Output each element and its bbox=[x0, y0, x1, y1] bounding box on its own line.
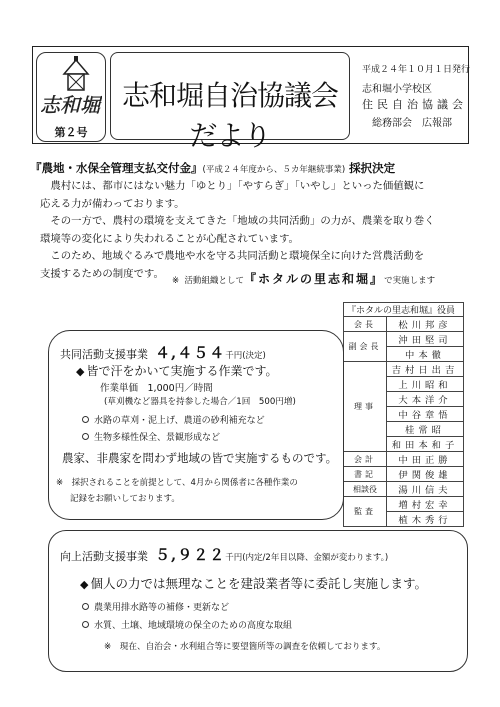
note-prefix: 活動組織として bbox=[184, 276, 245, 286]
officer-name: 植木秀行 bbox=[387, 512, 464, 527]
officer-name: 湯川信夫 bbox=[387, 482, 464, 497]
equipment-surcharge: (草刈機など器具を持参した場合／1回 500円増) bbox=[104, 397, 296, 407]
intro-line: その一方で、農村の環境を支えてきた「地域の共同活動」の力が、農業を取り巻く bbox=[50, 215, 435, 228]
diamond-bullet-icon: ◆ bbox=[76, 365, 85, 378]
officer-role: 相談役 bbox=[344, 482, 387, 497]
officer-name: 吉村日出吉 bbox=[387, 362, 464, 377]
intro-line: 農村には、都市にはない魅力「ゆとり」「やすらぎ」「いやし」といった価値観に bbox=[50, 180, 425, 192]
joint-activity-participants: 農家、非農家を問わず地域の皆で実施するものです。 bbox=[62, 451, 338, 465]
officer-name: 中谷章悟 bbox=[387, 407, 464, 422]
intro-line: 環境等の変化により失われることが心配されています。 bbox=[40, 232, 299, 245]
officer-name: 増村宏幸 bbox=[387, 497, 464, 512]
intro-line: 応える力が備わっております。 bbox=[40, 197, 185, 210]
improvement-activity-summary: ◆ 個人の力では無理なことを建設業者等に委託し実施します。 bbox=[80, 576, 427, 591]
joint-activity-unit: 千円(決定) bbox=[225, 351, 266, 361]
officer-table bbox=[343, 302, 464, 527]
improvement-activity-note: ※ 現在、自治会・水利組合等に要望箇所等の調査を依頼しております。 bbox=[104, 642, 386, 652]
organization-name: 『ホタルの里志和堀』 bbox=[244, 272, 385, 286]
improvement-activity-unit: 千円(内定/2年目以降、金額が変わります。) bbox=[225, 553, 389, 563]
note-suffix: で実施します bbox=[384, 276, 436, 286]
officer-name: 沖田堅司 bbox=[387, 332, 464, 347]
table-header: 『ホタルの里志和堀』役員 bbox=[344, 303, 464, 317]
joint-activity-note: 記録をお願いしております。 bbox=[70, 494, 180, 504]
table-row bbox=[344, 317, 464, 332]
improvement-activity-title: 向上活動支援事業 bbox=[60, 550, 148, 563]
publication-date: 平成２４年１０月１日発行 bbox=[362, 65, 471, 75]
diamond-bullet-icon: ◆ bbox=[80, 578, 89, 591]
ring-bullet-icon bbox=[82, 433, 89, 440]
table-row bbox=[344, 452, 464, 467]
table-row bbox=[344, 332, 464, 347]
list-item: 農業用排水路等の補修・更新など bbox=[82, 600, 229, 613]
joint-activity-summary: ◆ 皆で汗をかいて実施する作業です。 bbox=[76, 364, 278, 378]
table-row bbox=[344, 467, 464, 482]
officer-role: 監査 bbox=[344, 497, 387, 527]
decision-status: 採択決定 bbox=[349, 161, 396, 175]
newsletter-title: 志和堀自治協議会だより bbox=[121, 79, 338, 152]
table-row bbox=[344, 482, 464, 497]
organization-note bbox=[172, 270, 435, 287]
officer-name: 中本徹 bbox=[387, 347, 464, 362]
program-name: 『農地・水保全管理支払交付金』 bbox=[30, 161, 203, 175]
joint-activity-amount: ４,４５４ bbox=[155, 344, 226, 362]
improvement-activity-amount: ５,９２２ bbox=[155, 546, 226, 564]
officer-name: 伊関俊雄 bbox=[387, 467, 464, 482]
officer-name: 中田正勝 bbox=[387, 452, 464, 467]
table-header-row bbox=[344, 303, 464, 317]
list-item: 生物多様性保全、景観形成など bbox=[82, 430, 220, 443]
officer-role: 書記 bbox=[344, 467, 387, 482]
note-mark: ※ bbox=[172, 276, 180, 286]
officer-name: 和田本和子 bbox=[387, 437, 464, 452]
list-item: 水質、土壌、地域環境の保全のための高度な取組 bbox=[82, 618, 292, 631]
table-row bbox=[344, 362, 464, 377]
joint-activity-heading bbox=[60, 342, 266, 363]
officer-name: 松川邦彦 bbox=[387, 317, 464, 332]
officer-name: 大本洋介 bbox=[387, 392, 464, 407]
issue-number: 第２号 bbox=[54, 126, 88, 139]
unit-price: 作業単価 1,000円／時間 bbox=[100, 383, 213, 394]
officer-name: 上川昭和 bbox=[387, 377, 464, 392]
joint-activity-title: 共同活動支援事業 bbox=[60, 348, 148, 361]
publisher-org: 住民自治協議会 bbox=[362, 98, 467, 111]
officer-role: 会計 bbox=[344, 452, 387, 467]
publisher-dept: 総務部会 広報部 bbox=[372, 118, 452, 129]
improvement-activity-heading bbox=[60, 544, 388, 565]
intro-line: このため、地域ぐるみで農地や水を守る共同活動と環境保全に向けた営農活動を bbox=[50, 250, 425, 263]
intro-text bbox=[40, 178, 472, 284]
officer-name: 桂常昭 bbox=[387, 422, 464, 437]
ring-bullet-icon bbox=[82, 603, 89, 610]
joint-activity-note: ※ 採択されることを前提として、4月から関係者に各種作業の bbox=[56, 478, 298, 488]
intro-line: 支援するための制度です。 bbox=[40, 267, 164, 280]
officer-role: 副会長 bbox=[344, 332, 387, 362]
svg-text:志和堀: 志和堀 bbox=[40, 93, 100, 117]
decision-heading bbox=[30, 160, 395, 176]
table-row bbox=[344, 497, 464, 512]
logo-house-icon bbox=[38, 56, 102, 122]
list-item: 水路の草刈・泥上げ、農道の砂利補充など bbox=[82, 413, 265, 426]
officer-role: 会長 bbox=[344, 317, 387, 332]
ring-bullet-icon bbox=[82, 416, 89, 423]
school-district: 志和堀小学校区 bbox=[362, 84, 432, 95]
program-period: (平成２４年度から、５カ年継続事業) bbox=[202, 165, 346, 175]
officer-role: 理事 bbox=[344, 362, 387, 452]
ring-bullet-icon bbox=[82, 621, 89, 628]
